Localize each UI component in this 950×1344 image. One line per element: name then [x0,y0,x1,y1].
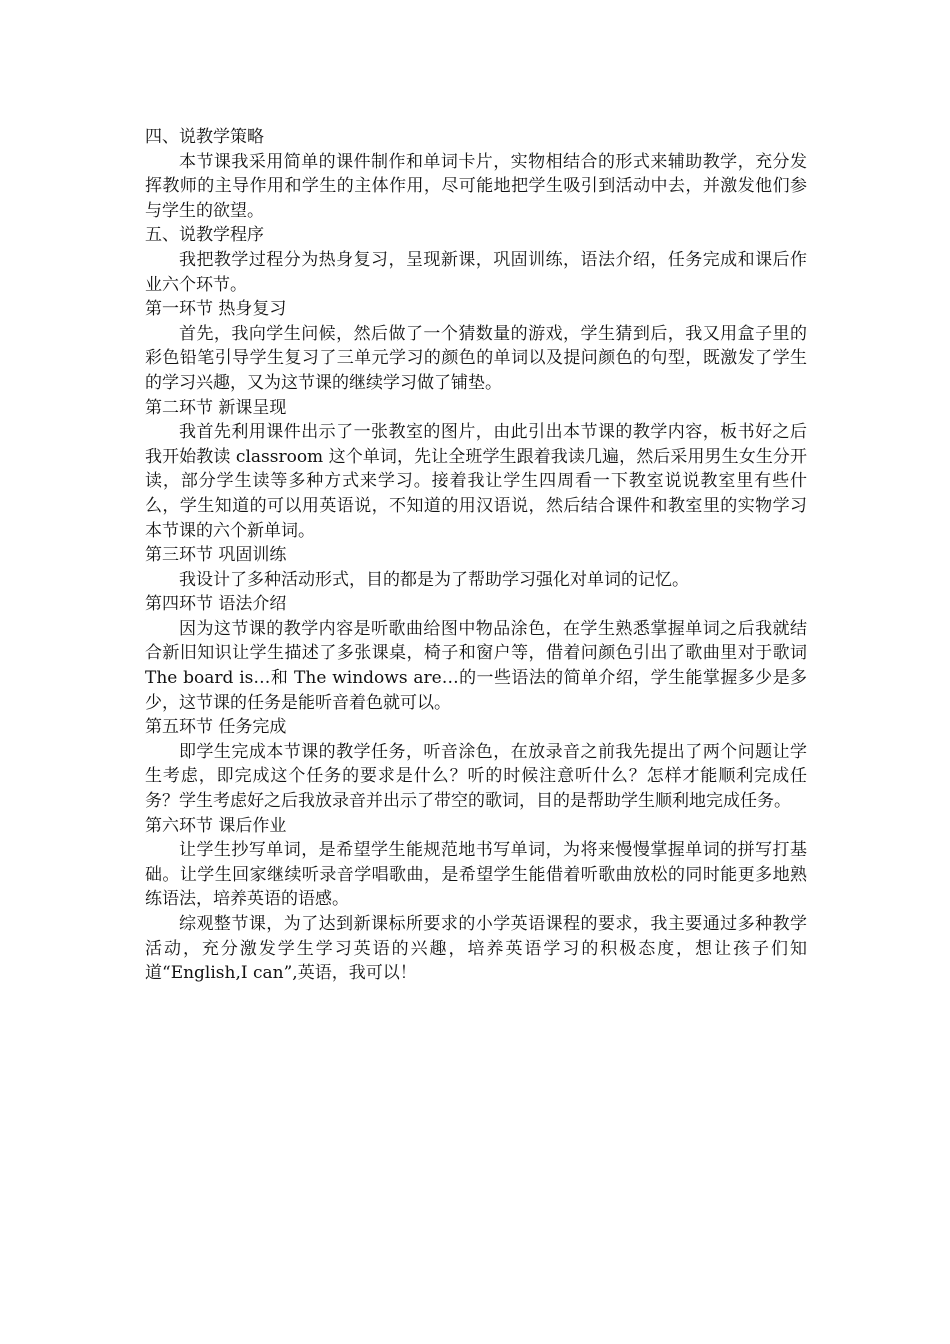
step-heading-practice: 第三环节 巩固训练 [145,545,287,566]
step-heading-grammar: 第四环节 语法介绍 [145,594,287,615]
paragraph-warm-up: 首先，我向学生问候，然后做了一个猜数量的游戏，学生猜到后，我又用盒子里的彩色铅笔引导学生复习了三单元学习的颜色的单词以及提问颜色的句型，既激发了学生的学习兴趣，又为这节课的继续学习做了铺垫。 [145,323,807,393]
paragraph-summary: 综观整节课，为了达到新课标所要求的小学英语课程的要求，我主要通过多种教学活动，充分激发学生学习英语的兴趣，培养英语学习的积极态度，想让孩子们知道“English,I can”,英语，我可以！ [145,914,807,984]
step-heading-new-lesson: 第二环节 新课呈现 [145,397,287,418]
paragraph-task: 即学生完成本节课的教学任务，听音涂色，在放录音之前我先提出了两个问题让学生考虑，即完成这个任务的要求是什么？听的时候注意听什么？怎样才能顺利完成任务？学生考虑好之后我放录音并出示了带空的歌词，目的是帮助学生顺利地完成任务。 [145,741,807,812]
paragraph-new-lesson: 我首先利用课件出示了一张教室的图片，由此引出本节课的教学内容，板书好之后我开始教读 classroom 这个单词，先让全班学生跟着我读几遍，然后采用男生女生分开读，部分学生读等多种方式来学习。接着我让学生四周看一下教室说说教室里有些什么，学生知道的可以用英语说，不知道的用汉语说，然后结合课件和教室里的实物学习本节课的六个新单词。 [145,422,807,541]
section-heading-teaching-procedure: 五、说教学程序 [145,225,264,246]
step-heading-warm-up: 第一环节 热身复习 [145,299,287,320]
paragraph-teaching-procedure: 我把教学过程分为热身复习，呈现新课，巩固训练，语法介绍，任务完成和课后作业六个环节。 [145,249,807,295]
step-heading-homework: 第六环节 课后作业 [145,815,287,836]
document-page [145,125,807,986]
section-heading-teaching-strategy: 四、说教学策略 [145,127,264,147]
paragraph-teaching-strategy: 本节课我采用简单的课件制作和单词卡片，实物相结合的形式来辅助教学，充分发挥教师的主导作用和学生的主体作用，尽可能地把学生吸引到活动中去，并激发他们参与学生的欲望。 [145,151,807,221]
paragraph-practice: 我设计了多种活动形式，目的都是为了帮助学习强化对单词的记忆。 [179,569,689,590]
paragraph-grammar: 因为这节课的教学内容是听歌曲给图中物品涂色，在学生熟悉掌握单词之后我就结合新旧知识让学生描述了多张课桌，椅子和窗户等，借着问颜色引出了歌曲里对于歌词 The board is…和 The windows are…的一些语法的简单介绍，学生能掌握多少是多少，这节课的任务是能听音着色就可以。 [145,618,807,713]
paragraph-homework: 让学生抄写单词，是希望学生能规范地书写单词，为将来慢慢掌握单词的拼写打基础。让学生回家继续听录音学唱歌曲，是希望学生能借着听歌曲放松的同时能更多地熟练语法，培养英语的语感。 [145,840,807,910]
step-heading-task: 第五环节 任务完成 [145,717,287,738]
